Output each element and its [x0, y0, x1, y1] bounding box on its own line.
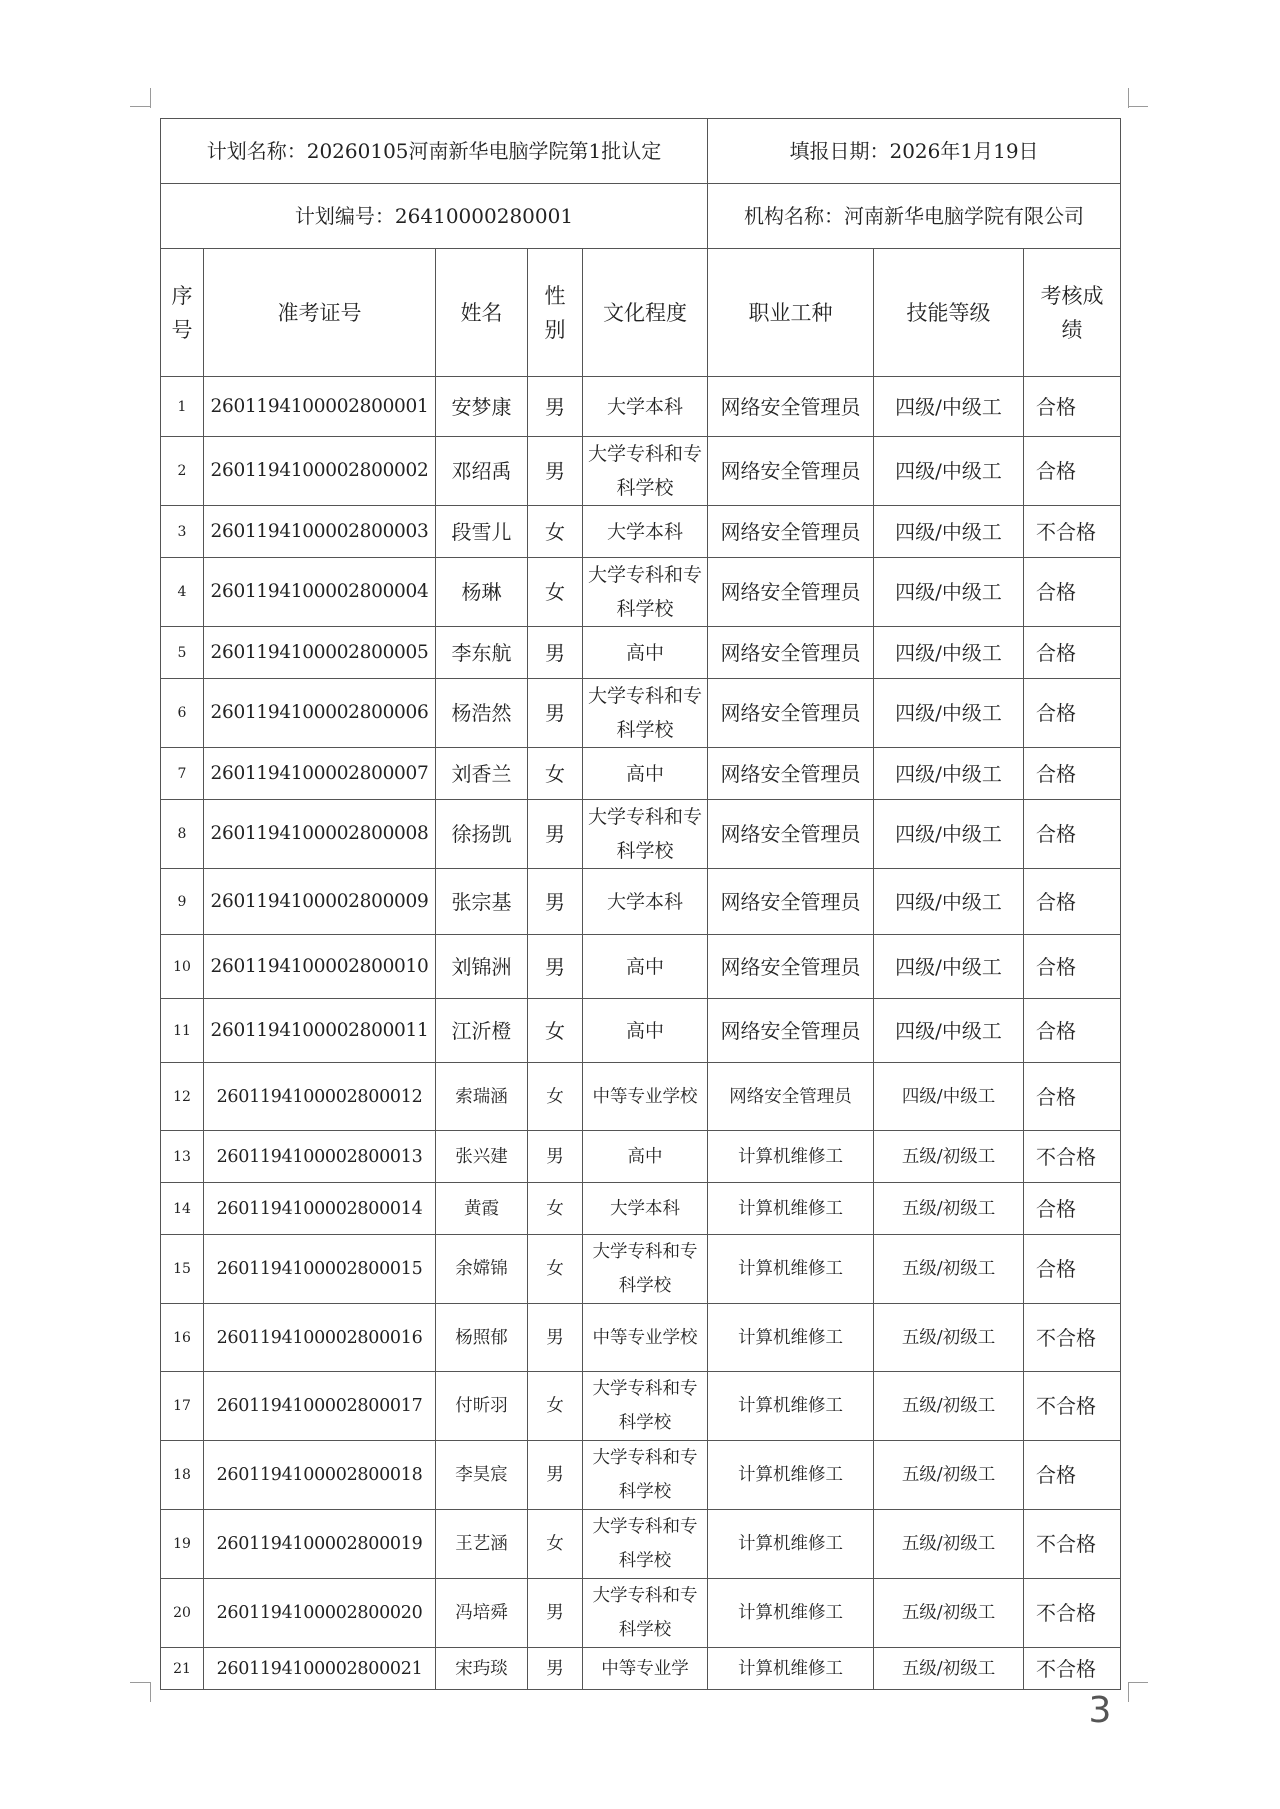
cell-education: 大学专科和专科学校 — [583, 1372, 708, 1441]
cell-level: 四级/中级工 — [874, 748, 1024, 800]
org-name: 机构名称：河南新华电脑学院有限公司 — [708, 184, 1121, 249]
cell-name: 付昕羽 — [436, 1372, 528, 1441]
cell-result: 合格 — [1024, 1183, 1121, 1235]
cell-occupation: 计算机维修工 — [708, 1441, 874, 1510]
table-row — [161, 1304, 1121, 1372]
cell-sex: 男 — [528, 437, 583, 506]
cell-level: 四级/中级工 — [874, 935, 1024, 999]
cell-sex: 女 — [528, 506, 583, 558]
cell-level: 四级/中级工 — [874, 377, 1024, 437]
table-row — [161, 437, 1121, 506]
cell-name: 邓绍禹 — [436, 437, 528, 506]
cell-result: 合格 — [1024, 558, 1121, 627]
cell-sex: 男 — [528, 869, 583, 935]
cell-no: 21 — [161, 1648, 204, 1690]
cell-education: 大学本科 — [583, 1183, 708, 1235]
table-row — [161, 800, 1121, 869]
cell-level: 四级/中级工 — [874, 800, 1024, 869]
cell-education: 大学专科和专科学校 — [583, 1441, 708, 1510]
cell-name: 段雪儿 — [436, 506, 528, 558]
cell-level: 五级/初级工 — [874, 1510, 1024, 1579]
cell-level: 五级/初级工 — [874, 1372, 1024, 1441]
cell-no: 4 — [161, 558, 204, 627]
cell-sex: 女 — [528, 1372, 583, 1441]
cell-name: 徐扬凯 — [436, 800, 528, 869]
cell-sex: 男 — [528, 935, 583, 999]
cell-name: 杨浩然 — [436, 679, 528, 748]
cell-exam-id: 2601194100002800005 — [204, 627, 436, 679]
cell-occupation: 计算机维修工 — [708, 1579, 874, 1648]
cell-sex: 男 — [528, 1648, 583, 1690]
table-row — [161, 1441, 1121, 1510]
cell-sex: 男 — [528, 377, 583, 437]
cell-result: 合格 — [1024, 437, 1121, 506]
cell-occupation: 计算机维修工 — [708, 1510, 874, 1579]
cell-name: 黄霞 — [436, 1183, 528, 1235]
cell-exam-id: 2601194100002800001 — [204, 377, 436, 437]
cell-no: 18 — [161, 1441, 204, 1510]
cell-name: 余嫦锦 — [436, 1235, 528, 1304]
cell-level: 五级/初级工 — [874, 1235, 1024, 1304]
cell-result: 不合格 — [1024, 1579, 1121, 1648]
cell-sex: 男 — [528, 679, 583, 748]
table-row — [161, 999, 1121, 1063]
cell-no: 2 — [161, 437, 204, 506]
cell-sex: 女 — [528, 748, 583, 800]
cell-name: 杨照郁 — [436, 1304, 528, 1372]
cell-no: 11 — [161, 999, 204, 1063]
cell-sex: 女 — [528, 558, 583, 627]
cell-education: 中等专业学校 — [583, 1063, 708, 1131]
col-header-sex: 性别 — [528, 249, 583, 377]
cell-occupation: 网络安全管理员 — [708, 999, 874, 1063]
cell-no: 20 — [161, 1579, 204, 1648]
cell-result: 合格 — [1024, 1063, 1121, 1131]
cell-occupation: 网络安全管理员 — [708, 800, 874, 869]
column-header-row — [161, 249, 1121, 377]
cell-exam-id: 2601194100002800019 — [204, 1510, 436, 1579]
crop-mark-top-right-h — [1128, 106, 1148, 107]
cell-result: 合格 — [1024, 999, 1121, 1063]
col-header-result: 考核成绩 — [1024, 249, 1121, 377]
cell-sex: 男 — [528, 627, 583, 679]
cell-education: 大学专科和专科学校 — [583, 800, 708, 869]
cell-sex: 男 — [528, 1304, 583, 1372]
cell-no: 10 — [161, 935, 204, 999]
cell-result: 不合格 — [1024, 1304, 1121, 1372]
cell-occupation: 网络安全管理员 — [708, 869, 874, 935]
cell-sex: 女 — [528, 999, 583, 1063]
cell-exam-id: 2601194100002800006 — [204, 679, 436, 748]
cell-result: 不合格 — [1024, 1510, 1121, 1579]
crop-mark-top-right-v — [1128, 88, 1129, 108]
cell-no: 6 — [161, 679, 204, 748]
cell-exam-id: 2601194100002800016 — [204, 1304, 436, 1372]
meta-row-1 — [161, 119, 1121, 184]
cell-education: 大学本科 — [583, 377, 708, 437]
table-row — [161, 748, 1121, 800]
cell-exam-id: 2601194100002800007 — [204, 748, 436, 800]
table-row — [161, 377, 1121, 437]
cell-education: 大学本科 — [583, 506, 708, 558]
cell-occupation: 网络安全管理员 — [708, 377, 874, 437]
cell-result: 不合格 — [1024, 1131, 1121, 1183]
cell-sex: 男 — [528, 1441, 583, 1510]
cell-occupation: 网络安全管理员 — [708, 558, 874, 627]
cell-no: 19 — [161, 1510, 204, 1579]
cell-occupation: 网络安全管理员 — [708, 437, 874, 506]
cell-level: 五级/初级工 — [874, 1441, 1024, 1510]
cell-education: 大学专科和专科学校 — [583, 1235, 708, 1304]
cell-name: 安梦康 — [436, 377, 528, 437]
cell-sex: 男 — [528, 1579, 583, 1648]
crop-mark-top-left-v — [150, 88, 151, 108]
cell-no: 14 — [161, 1183, 204, 1235]
cell-exam-id: 2601194100002800009 — [204, 869, 436, 935]
table-row — [161, 558, 1121, 627]
cell-result: 合格 — [1024, 869, 1121, 935]
cell-exam-id: 2601194100002800014 — [204, 1183, 436, 1235]
cell-name: 李东航 — [436, 627, 528, 679]
cell-no: 13 — [161, 1131, 204, 1183]
cell-occupation: 计算机维修工 — [708, 1304, 874, 1372]
meta-row-2 — [161, 184, 1121, 249]
cell-name: 刘锦洲 — [436, 935, 528, 999]
cell-no: 7 — [161, 748, 204, 800]
cell-occupation: 网络安全管理员 — [708, 627, 874, 679]
cell-no: 9 — [161, 869, 204, 935]
cell-exam-id: 2601194100002800021 — [204, 1648, 436, 1690]
cell-occupation: 计算机维修工 — [708, 1372, 874, 1441]
cell-level: 四级/中级工 — [874, 506, 1024, 558]
cell-result: 合格 — [1024, 377, 1121, 437]
cell-occupation: 网络安全管理员 — [708, 679, 874, 748]
cell-exam-id: 2601194100002800012 — [204, 1063, 436, 1131]
results-table — [160, 118, 1121, 1690]
cell-education: 大学专科和专科学校 — [583, 1579, 708, 1648]
cell-sex: 女 — [528, 1183, 583, 1235]
cell-no: 15 — [161, 1235, 204, 1304]
page-number: 3 — [1088, 1690, 1112, 1731]
crop-mark-top-left-h — [130, 106, 150, 107]
cell-education: 高中 — [583, 627, 708, 679]
cell-result: 不合格 — [1024, 1372, 1121, 1441]
cell-result: 合格 — [1024, 800, 1121, 869]
table-row — [161, 1648, 1121, 1690]
plan-number: 计划编号：26410000280001 — [161, 184, 708, 249]
cell-education: 中等专业学 — [583, 1648, 708, 1690]
cell-name: 宋玙琰 — [436, 1648, 528, 1690]
cell-exam-id: 2601194100002800010 — [204, 935, 436, 999]
cell-sex: 女 — [528, 1510, 583, 1579]
cell-result: 合格 — [1024, 1235, 1121, 1304]
cell-name: 张宗基 — [436, 869, 528, 935]
cell-sex: 男 — [528, 1131, 583, 1183]
report-date: 填报日期：2026年1月19日 — [708, 119, 1121, 184]
cell-education: 大学专科和专科学校 — [583, 437, 708, 506]
table-row — [161, 1183, 1121, 1235]
cell-exam-id: 2601194100002800013 — [204, 1131, 436, 1183]
cell-level: 四级/中级工 — [874, 1063, 1024, 1131]
cell-occupation: 计算机维修工 — [708, 1648, 874, 1690]
plan-name: 计划名称：20260105河南新华电脑学院第1批认定 — [161, 119, 708, 184]
cell-occupation: 计算机维修工 — [708, 1235, 874, 1304]
cell-no: 8 — [161, 800, 204, 869]
cell-occupation: 网络安全管理员 — [708, 935, 874, 999]
cell-result: 合格 — [1024, 679, 1121, 748]
cell-result: 合格 — [1024, 935, 1121, 999]
col-header-occupation: 职业工种 — [708, 249, 874, 377]
cell-occupation: 网络安全管理员 — [708, 748, 874, 800]
cell-level: 五级/初级工 — [874, 1183, 1024, 1235]
cell-level: 四级/中级工 — [874, 437, 1024, 506]
table-row — [161, 869, 1121, 935]
cell-education: 大学专科和专科学校 — [583, 558, 708, 627]
crop-mark-bottom-right-h — [1128, 1682, 1148, 1683]
table-row — [161, 1579, 1121, 1648]
cell-name: 冯培舜 — [436, 1579, 528, 1648]
cell-occupation: 计算机维修工 — [708, 1183, 874, 1235]
col-header-exam-id: 准考证号 — [204, 249, 436, 377]
cell-level: 五级/初级工 — [874, 1304, 1024, 1372]
cell-education: 大学专科和专科学校 — [583, 679, 708, 748]
cell-level: 五级/初级工 — [874, 1648, 1024, 1690]
cell-name: 李昊宸 — [436, 1441, 528, 1510]
cell-name: 王艺涵 — [436, 1510, 528, 1579]
cell-exam-id: 2601194100002800020 — [204, 1579, 436, 1648]
crop-mark-bottom-left-v — [150, 1682, 151, 1702]
cell-sex: 男 — [528, 800, 583, 869]
cell-education: 大学本科 — [583, 869, 708, 935]
table-row — [161, 1510, 1121, 1579]
cell-education: 高中 — [583, 748, 708, 800]
cell-education: 高中 — [583, 935, 708, 999]
cell-no: 5 — [161, 627, 204, 679]
cell-exam-id: 2601194100002800003 — [204, 506, 436, 558]
col-header-name: 姓名 — [436, 249, 528, 377]
table-row — [161, 1131, 1121, 1183]
cell-name: 杨琳 — [436, 558, 528, 627]
cell-education: 大学专科和专科学校 — [583, 1510, 708, 1579]
cell-level: 四级/中级工 — [874, 869, 1024, 935]
cell-occupation: 网络安全管理员 — [708, 1063, 874, 1131]
cell-exam-id: 2601194100002800002 — [204, 437, 436, 506]
cell-occupation: 计算机维修工 — [708, 1131, 874, 1183]
table-row — [161, 935, 1121, 999]
cell-name: 江沂橙 — [436, 999, 528, 1063]
cell-result: 合格 — [1024, 748, 1121, 800]
cell-level: 四级/中级工 — [874, 999, 1024, 1063]
cell-result: 合格 — [1024, 627, 1121, 679]
cell-name: 索瑞涵 — [436, 1063, 528, 1131]
cell-no: 16 — [161, 1304, 204, 1372]
cell-no: 1 — [161, 377, 204, 437]
col-header-education: 文化程度 — [583, 249, 708, 377]
table-row — [161, 1372, 1121, 1441]
cell-result: 不合格 — [1024, 1648, 1121, 1690]
table-row — [161, 627, 1121, 679]
cell-exam-id: 2601194100002800018 — [204, 1441, 436, 1510]
cell-occupation: 网络安全管理员 — [708, 506, 874, 558]
cell-level: 四级/中级工 — [874, 558, 1024, 627]
cell-name: 张兴建 — [436, 1131, 528, 1183]
table-row — [161, 506, 1121, 558]
cell-exam-id: 2601194100002800017 — [204, 1372, 436, 1441]
col-header-no: 序号 — [161, 249, 204, 377]
cell-result: 合格 — [1024, 1441, 1121, 1510]
crop-mark-bottom-left-h — [130, 1682, 150, 1683]
cell-level: 四级/中级工 — [874, 627, 1024, 679]
cell-education: 中等专业学校 — [583, 1304, 708, 1372]
cell-no: 3 — [161, 506, 204, 558]
cell-level: 五级/初级工 — [874, 1579, 1024, 1648]
cell-exam-id: 2601194100002800011 — [204, 999, 436, 1063]
cell-result: 不合格 — [1024, 506, 1121, 558]
cell-exam-id: 2601194100002800004 — [204, 558, 436, 627]
cell-level: 五级/初级工 — [874, 1131, 1024, 1183]
table-row — [161, 1063, 1121, 1131]
table-row — [161, 679, 1121, 748]
cell-education: 高中 — [583, 1131, 708, 1183]
table-row — [161, 1235, 1121, 1304]
cell-level: 四级/中级工 — [874, 679, 1024, 748]
table-body — [161, 377, 1121, 1690]
cell-exam-id: 2601194100002800008 — [204, 800, 436, 869]
cell-sex: 女 — [528, 1063, 583, 1131]
cell-education: 高中 — [583, 999, 708, 1063]
cell-sex: 女 — [528, 1235, 583, 1304]
col-header-level: 技能等级 — [874, 249, 1024, 377]
cell-no: 17 — [161, 1372, 204, 1441]
cell-name: 刘香兰 — [436, 748, 528, 800]
cell-exam-id: 2601194100002800015 — [204, 1235, 436, 1304]
cell-no: 12 — [161, 1063, 204, 1131]
